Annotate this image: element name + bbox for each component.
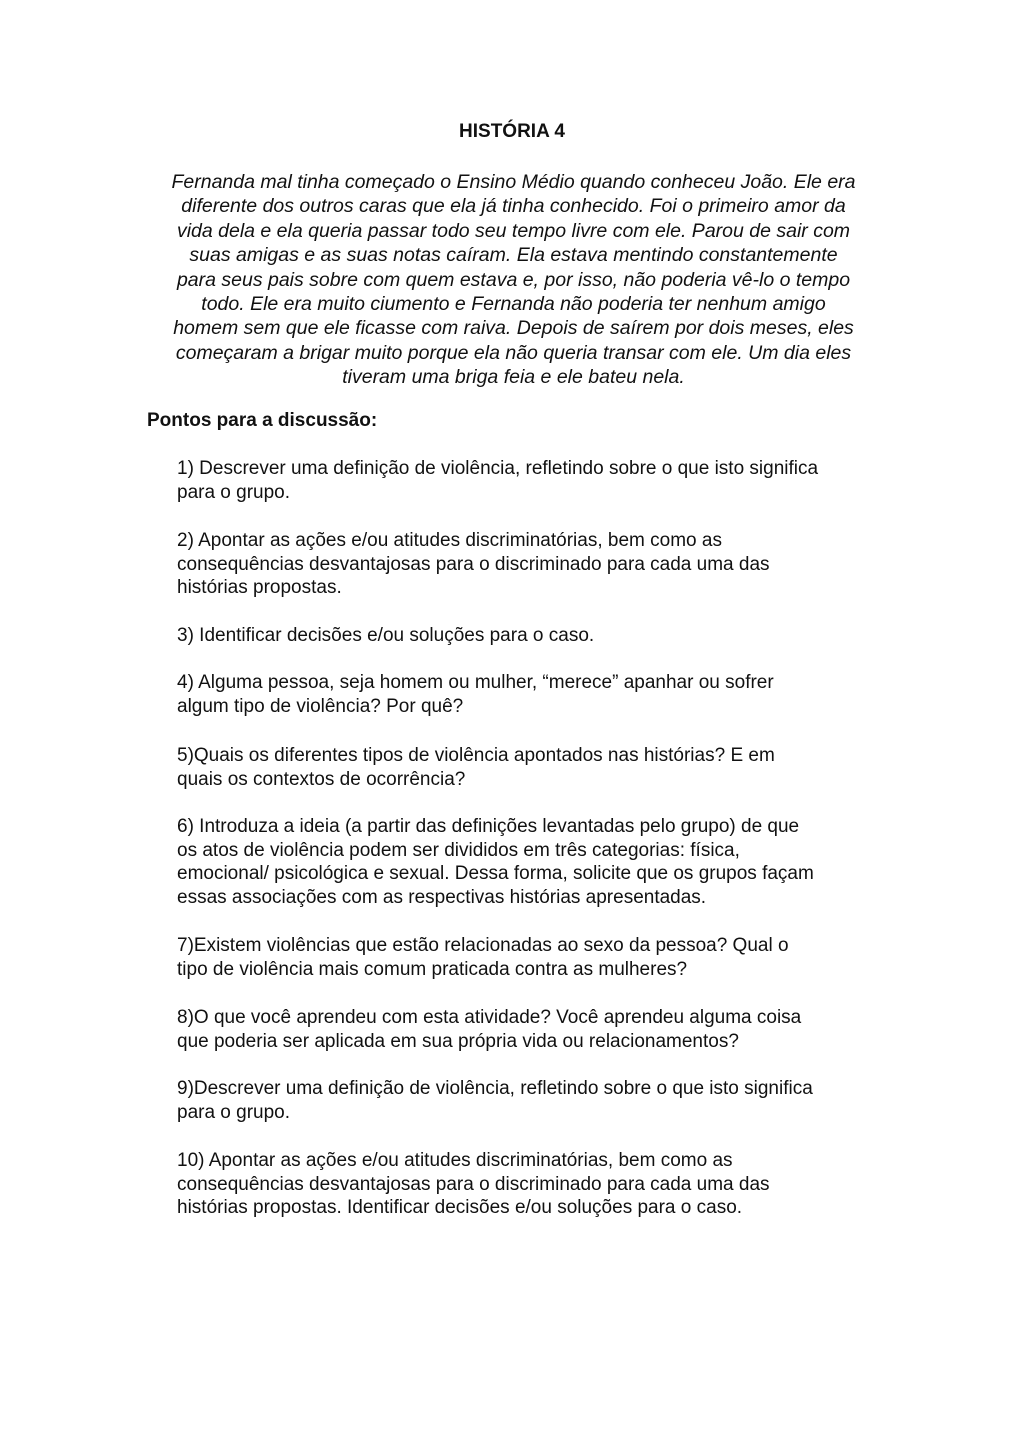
story-line: homem sem que ele ficasse com raiva. Depois de saírem por dois meses, eles: [173, 317, 854, 340]
discussion-point-4: [177, 671, 774, 718]
point-line: 6) Introduza a ideia (a partir das definições levantadas pelo grupo) de que: [177, 816, 800, 837]
story-line: suas amigas e as suas notas caíram. Ela estava mentindo constantemente: [189, 244, 838, 267]
story-line: começaram a brigar muito porque ela não queria transar com ele. Um dia eles: [175, 341, 852, 364]
point-line: para o grupo.: [177, 1101, 291, 1123]
point-line: histórias propostas. Identificar decisões e/ou soluções para o caso.: [177, 1197, 743, 1219]
point-line: 8)O que você aprendeu com esta atividade? Você aprendeu alguma coisa: [177, 1007, 802, 1028]
point-line: 10) Apontar as ações e/ou atitudes discriminatórias, bem como as: [177, 1150, 733, 1171]
discussion-point-8: [177, 1006, 801, 1053]
discussion-point-6: [177, 815, 814, 909]
point-line: 7)Existem violências que estão relacionadas ao sexo da pessoa? Qual o: [177, 935, 789, 956]
point-line: 4) Alguma pessoa, seja homem ou mulher, “merece” apanhar ou sofrer: [177, 672, 774, 693]
discussion-point-5: [177, 744, 775, 791]
discussion-point-1: [177, 457, 818, 504]
point-line: essas associações com as respectivas histórias apresentadas.: [177, 886, 707, 908]
story-line: tiveram uma briga feia e ele bateu nela.: [342, 366, 685, 389]
point-line: 2) Apontar as ações e/ou atitudes discriminatórias, bem como as: [177, 530, 722, 551]
point-line: 1) Descrever uma definição de violência, refletindo sobre o que isto significa: [177, 458, 819, 479]
discussion-point-10: [177, 1149, 770, 1220]
point-line: consequências desvantajosas para o discriminado para cada uma das: [177, 553, 770, 575]
point-line: algum tipo de violência? Por quê?: [177, 695, 464, 717]
story-line: Fernanda mal tinha começado o Ensino Médio quando conheceu João. Ele era: [171, 171, 856, 193]
discussion-point-7: [177, 934, 789, 981]
story-line: vida dela e ela queria passar todo seu tempo livre com ele. Parou de sair com: [176, 219, 851, 242]
point-line: emocional/ psicológica e sexual. Dessa forma, solicite que os grupos façam: [177, 863, 814, 885]
point-line: histórias propostas.: [177, 577, 342, 599]
page-title: HISTÓRIA 4: [459, 121, 565, 142]
point-line: quais os contextos de ocorrência?: [177, 768, 466, 790]
point-line: 5)Quais os diferentes tipos de violência apontados nas histórias? E em: [177, 745, 775, 766]
point-line: para o grupo.: [177, 481, 291, 503]
point-line: os atos de violência podem ser divididos em três categorias: física,: [177, 839, 740, 861]
point-line: 3) Identificar decisões e/ou soluções para o caso.: [177, 625, 595, 646]
point-line: tipo de violência mais comum praticada contra as mulheres?: [177, 958, 688, 980]
story-line: para seus pais sobre com quem estava e, por isso, não poderia vê-lo o tempo: [176, 268, 851, 291]
discussion-point-9: [177, 1077, 813, 1124]
discussion-point-3: [177, 624, 594, 648]
discussion-heading: Pontos para a discussão:: [147, 410, 378, 431]
point-line: 9)Descrever uma definição de violência, refletindo sobre o que isto significa: [177, 1078, 813, 1099]
story-paragraph: [146, 170, 881, 390]
story-line: diferente dos outros caras que ela já tinha conhecido. Foi o primeiro amor da: [181, 195, 846, 218]
point-line: que poderia ser aplicada em sua própria vida ou relacionamentos?: [177, 1030, 739, 1052]
point-line: consequências desvantajosas para o discriminado para cada uma das: [177, 1173, 770, 1195]
story-line: todo. Ele era muito ciumento e Fernanda não poderia ter nenhum amigo: [201, 293, 826, 316]
discussion-point-2: [177, 529, 770, 600]
